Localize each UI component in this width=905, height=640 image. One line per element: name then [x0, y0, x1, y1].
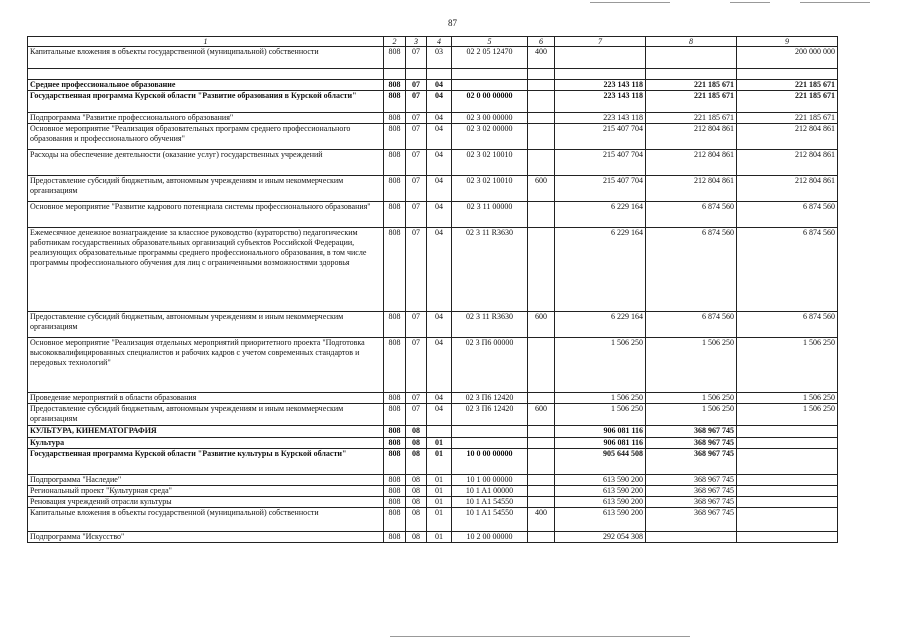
budget-table	[27, 36, 838, 543]
row-gr-cell: 808	[384, 202, 406, 228]
table-row	[28, 69, 838, 80]
row-vr-cell: 600	[528, 176, 555, 202]
header-cell: 5	[452, 37, 528, 47]
row-vr-cell	[528, 449, 555, 475]
row-pr-cell: 01	[427, 532, 452, 543]
row-amount-1-cell: 613 590 200	[555, 475, 646, 486]
table-row	[28, 438, 838, 449]
row-amount-2-cell	[646, 532, 737, 543]
row-csr-cell: 10 1 A1 54550	[452, 508, 528, 532]
row-amount-1-cell: 223 143 118	[555, 91, 646, 113]
row-rz-cell: 08	[406, 438, 427, 449]
row-vr-cell	[528, 124, 555, 150]
row-name-cell: Расходы на обеспечение деятельности (оказание услуг) государственных учреждений	[28, 150, 384, 176]
row-amount-2-cell: 368 967 745	[646, 426, 737, 438]
row-rz-cell: 07	[406, 338, 427, 393]
row-csr-cell: 02 3 02 10010	[452, 176, 528, 202]
row-amount-3-cell	[737, 475, 838, 486]
row-gr-cell: 808	[384, 486, 406, 497]
row-amount-3-cell: 212 804 861	[737, 176, 838, 202]
table-row	[28, 124, 838, 150]
row-amount-3-cell: 200 000 000	[737, 47, 838, 69]
row-vr-cell	[528, 228, 555, 312]
row-amount-1-cell	[555, 47, 646, 69]
row-vr-cell	[528, 475, 555, 486]
scan-artifact	[590, 2, 670, 3]
row-amount-2-cell: 368 967 745	[646, 497, 737, 508]
row-gr-cell: 808	[384, 228, 406, 312]
row-csr-cell	[452, 438, 528, 449]
row-rz-cell: 07	[406, 393, 427, 404]
row-amount-3-cell: 212 804 861	[737, 150, 838, 176]
row-amount-3-cell: 1 506 250	[737, 393, 838, 404]
row-amount-2-cell: 368 967 745	[646, 475, 737, 486]
row-amount-2-cell: 212 804 861	[646, 124, 737, 150]
header-cell: 7	[555, 37, 646, 47]
row-amount-1-cell: 6 229 164	[555, 312, 646, 338]
row-amount-2-cell: 368 967 745	[646, 438, 737, 449]
row-pr-cell: 04	[427, 150, 452, 176]
row-amount-3-cell	[737, 449, 838, 475]
row-pr-cell: 04	[427, 393, 452, 404]
row-amount-3-cell	[737, 508, 838, 532]
row-name-cell: Предоставление субсидий бюджетным, автономным учреждениям и иным некоммерческим организациям	[28, 312, 384, 338]
row-amount-1-cell: 215 407 704	[555, 176, 646, 202]
header-cell: 9	[737, 37, 838, 47]
row-amount-2-cell	[646, 47, 737, 69]
row-rz-cell: 07	[406, 312, 427, 338]
row-vr-cell	[528, 202, 555, 228]
row-name-cell: Региональный проект "Культурная среда"	[28, 486, 384, 497]
row-amount-2-cell: 1 506 250	[646, 338, 737, 393]
row-vr-cell	[528, 393, 555, 404]
row-name-cell: Реновация учреждений отрасли культуры	[28, 497, 384, 508]
row-amount-1-cell: 613 590 200	[555, 486, 646, 497]
row-rz-cell: 07	[406, 113, 427, 124]
row-rz-cell: 08	[406, 486, 427, 497]
row-amount-3-cell	[737, 69, 838, 80]
row-csr-cell: 10 1 A1 00000	[452, 486, 528, 497]
row-amount-3-cell	[737, 532, 838, 543]
row-amount-3-cell: 1 506 250	[737, 338, 838, 393]
row-gr-cell: 808	[384, 508, 406, 532]
row-rz-cell: 07	[406, 228, 427, 312]
table-row	[28, 47, 838, 69]
row-amount-2-cell: 6 874 560	[646, 312, 737, 338]
row-vr-cell	[528, 486, 555, 497]
row-csr-cell: 02 3 11 R3630	[452, 228, 528, 312]
row-gr-cell: 808	[384, 426, 406, 438]
row-gr-cell: 808	[384, 176, 406, 202]
row-rz-cell: 07	[406, 404, 427, 426]
row-csr-cell: 10 1 A1 54550	[452, 497, 528, 508]
row-name-cell: Культура	[28, 438, 384, 449]
header-cell: 2	[384, 37, 406, 47]
row-gr-cell: 808	[384, 80, 406, 91]
table-row	[28, 338, 838, 393]
row-gr-cell	[384, 69, 406, 80]
row-csr-cell: 02 3 02 00000	[452, 124, 528, 150]
row-rz-cell: 07	[406, 124, 427, 150]
row-pr-cell: 04	[427, 113, 452, 124]
row-rz-cell	[406, 69, 427, 80]
row-csr-cell: 02 3 11 00000	[452, 202, 528, 228]
row-rz-cell: 07	[406, 80, 427, 91]
row-csr-cell: 02 3 11 R3630	[452, 312, 528, 338]
row-gr-cell: 808	[384, 113, 406, 124]
header-cell: 4	[427, 37, 452, 47]
row-vr-cell	[528, 438, 555, 449]
table-row	[28, 393, 838, 404]
row-pr-cell: 03	[427, 47, 452, 69]
row-vr-cell	[528, 338, 555, 393]
row-amount-2-cell: 212 804 861	[646, 176, 737, 202]
row-amount-1-cell: 6 229 164	[555, 202, 646, 228]
row-vr-cell	[528, 113, 555, 124]
row-vr-cell: 600	[528, 312, 555, 338]
row-csr-cell: 02 3 02 10010	[452, 150, 528, 176]
row-name-cell: Капитальные вложения в объекты государственной (муниципальной) собственности	[28, 508, 384, 532]
row-name-cell: Государственная программа Курской области "Развитие культуры в Курской области"	[28, 449, 384, 475]
row-name-cell: Подпрограмма "Наследие"	[28, 475, 384, 486]
row-csr-cell: 10 0 00 00000	[452, 449, 528, 475]
row-name-cell: Проведение мероприятий в области образования	[28, 393, 384, 404]
table-row	[28, 532, 838, 543]
row-name-cell: Основное мероприятие "Реализация образовательных программ среднего профессионального образования и профессионального обучения"	[28, 124, 384, 150]
row-rz-cell: 07	[406, 150, 427, 176]
row-amount-3-cell	[737, 426, 838, 438]
row-amount-3-cell: 6 874 560	[737, 202, 838, 228]
scan-artifact	[800, 2, 870, 3]
row-gr-cell: 808	[384, 404, 406, 426]
table-row	[28, 91, 838, 113]
row-gr-cell: 808	[384, 150, 406, 176]
row-vr-cell: 400	[528, 508, 555, 532]
row-gr-cell: 808	[384, 338, 406, 393]
row-amount-1-cell: 613 590 200	[555, 508, 646, 532]
table-row	[28, 80, 838, 91]
row-amount-2-cell: 368 967 745	[646, 508, 737, 532]
row-pr-cell: 01	[427, 497, 452, 508]
row-amount-3-cell	[737, 497, 838, 508]
row-amount-1-cell: 223 143 118	[555, 80, 646, 91]
row-gr-cell: 808	[384, 124, 406, 150]
table-row	[28, 508, 838, 532]
row-gr-cell: 808	[384, 393, 406, 404]
row-pr-cell: 01	[427, 438, 452, 449]
row-pr-cell	[427, 426, 452, 438]
row-vr-cell	[528, 80, 555, 91]
row-name-cell: Основное мероприятие "Реализация отдельных мероприятий приоритетного проекта "Подготовка высококвалифицированных специалистов и рабочих кадров с учетом современных стандартов и передовых технологий"	[28, 338, 384, 393]
row-amount-1-cell	[555, 69, 646, 80]
header-cell: 3	[406, 37, 427, 47]
row-csr-cell: 10 2 00 00000	[452, 532, 528, 543]
row-vr-cell: 400	[528, 47, 555, 69]
table-row	[28, 497, 838, 508]
row-csr-cell: 02 0 00 00000	[452, 91, 528, 113]
header-cell: 6	[528, 37, 555, 47]
row-amount-1-cell: 292 054 308	[555, 532, 646, 543]
table-row	[28, 113, 838, 124]
row-name-cell: Подпрограмма "Развитие профессионального образования"	[28, 113, 384, 124]
row-csr-cell	[452, 80, 528, 91]
row-rz-cell: 07	[406, 176, 427, 202]
row-amount-1-cell: 215 407 704	[555, 124, 646, 150]
row-name-cell: Среднее профессиональное образование	[28, 80, 384, 91]
row-name-cell: Подпрограмма "Искусство"	[28, 532, 384, 543]
row-pr-cell: 04	[427, 202, 452, 228]
row-pr-cell: 04	[427, 80, 452, 91]
row-gr-cell: 808	[384, 438, 406, 449]
scan-artifact	[390, 636, 690, 637]
row-amount-1-cell: 1 506 250	[555, 338, 646, 393]
row-amount-2-cell	[646, 69, 737, 80]
row-amount-3-cell: 6 874 560	[737, 228, 838, 312]
header-cell: 1	[28, 37, 384, 47]
table-row	[28, 475, 838, 486]
row-gr-cell: 808	[384, 47, 406, 69]
row-amount-3-cell: 221 185 671	[737, 80, 838, 91]
row-amount-2-cell: 212 804 861	[646, 150, 737, 176]
table-row	[28, 449, 838, 475]
row-csr-cell: 02 3 П6 00000	[452, 338, 528, 393]
row-amount-3-cell: 212 804 861	[737, 124, 838, 150]
row-pr-cell: 04	[427, 176, 452, 202]
table-row	[28, 312, 838, 338]
row-pr-cell: 04	[427, 228, 452, 312]
row-amount-3-cell: 6 874 560	[737, 312, 838, 338]
row-csr-cell: 02 3 00 00000	[452, 113, 528, 124]
row-amount-1-cell: 6 229 164	[555, 228, 646, 312]
row-vr-cell	[528, 426, 555, 438]
row-csr-cell: 02 3 П6 12420	[452, 393, 528, 404]
row-rz-cell: 08	[406, 508, 427, 532]
row-name-cell: Ежемесячное денежное вознаграждение за классное руководство (кураторство) педагогическим работникам государственных образовательных организаций субъектов Российской Федерации, реализующих образовательные программы среднего профессионального образования, в том числе программы профессионального обучения для лиц с ограниченными возможностями здоровья	[28, 228, 384, 312]
row-amount-2-cell: 1 506 250	[646, 393, 737, 404]
row-amount-1-cell: 223 143 118	[555, 113, 646, 124]
row-amount-3-cell	[737, 438, 838, 449]
row-amount-1-cell: 905 644 508	[555, 449, 646, 475]
row-gr-cell: 808	[384, 475, 406, 486]
row-amount-2-cell: 6 874 560	[646, 202, 737, 228]
row-pr-cell: 01	[427, 486, 452, 497]
row-amount-2-cell: 221 185 671	[646, 91, 737, 113]
row-vr-cell	[528, 91, 555, 113]
row-amount-2-cell: 6 874 560	[646, 228, 737, 312]
row-amount-2-cell: 368 967 745	[646, 486, 737, 497]
row-amount-2-cell: 221 185 671	[646, 80, 737, 91]
row-csr-cell: 02 2 05 12470	[452, 47, 528, 69]
row-pr-cell: 04	[427, 91, 452, 113]
row-rz-cell: 08	[406, 497, 427, 508]
row-csr-cell: 10 1 00 00000	[452, 475, 528, 486]
row-csr-cell	[452, 426, 528, 438]
row-amount-2-cell: 221 185 671	[646, 113, 737, 124]
row-rz-cell: 08	[406, 532, 427, 543]
page-number: 87	[448, 18, 457, 28]
row-vr-cell	[528, 532, 555, 543]
table-row	[28, 426, 838, 438]
row-rz-cell: 07	[406, 202, 427, 228]
table-row	[28, 404, 838, 426]
table-body	[28, 47, 838, 543]
row-gr-cell: 808	[384, 532, 406, 543]
row-rz-cell: 07	[406, 47, 427, 69]
row-vr-cell	[528, 150, 555, 176]
row-amount-1-cell: 613 590 200	[555, 497, 646, 508]
table-row	[28, 486, 838, 497]
row-name-cell: Государственная программа Курской области "Развитие образования в Курской области"	[28, 91, 384, 113]
row-pr-cell: 01	[427, 508, 452, 532]
row-amount-1-cell: 215 407 704	[555, 150, 646, 176]
row-name-cell: Предоставление субсидий бюджетным, автономным учреждениям и иным некоммерческим организациям	[28, 176, 384, 202]
row-amount-3-cell	[737, 486, 838, 497]
scan-artifact	[730, 2, 770, 3]
row-amount-3-cell: 221 185 671	[737, 91, 838, 113]
row-csr-cell: 02 3 П6 12420	[452, 404, 528, 426]
row-rz-cell: 08	[406, 426, 427, 438]
row-amount-1-cell: 906 081 116	[555, 426, 646, 438]
row-amount-1-cell: 906 081 116	[555, 438, 646, 449]
row-gr-cell: 808	[384, 497, 406, 508]
row-pr-cell: 04	[427, 338, 452, 393]
row-pr-cell	[427, 69, 452, 80]
row-pr-cell: 01	[427, 475, 452, 486]
row-gr-cell: 808	[384, 312, 406, 338]
row-rz-cell: 08	[406, 449, 427, 475]
table-row	[28, 150, 838, 176]
row-amount-3-cell: 221 185 671	[737, 113, 838, 124]
table-row	[28, 176, 838, 202]
row-pr-cell: 04	[427, 124, 452, 150]
row-vr-cell	[528, 497, 555, 508]
row-csr-cell	[452, 69, 528, 80]
row-amount-1-cell: 1 506 250	[555, 404, 646, 426]
row-vr-cell: 600	[528, 404, 555, 426]
row-gr-cell: 808	[384, 91, 406, 113]
row-name-cell	[28, 69, 384, 80]
header-cell: 8	[646, 37, 737, 47]
table-row	[28, 202, 838, 228]
row-amount-1-cell: 1 506 250	[555, 393, 646, 404]
row-amount-3-cell: 1 506 250	[737, 404, 838, 426]
row-pr-cell: 01	[427, 449, 452, 475]
header-row	[28, 37, 838, 47]
row-rz-cell: 07	[406, 91, 427, 113]
table-row	[28, 228, 838, 312]
row-rz-cell: 08	[406, 475, 427, 486]
row-pr-cell: 04	[427, 312, 452, 338]
row-name-cell: Основное мероприятие "Развитие кадрового потенциала системы профессионального образования"	[28, 202, 384, 228]
row-gr-cell: 808	[384, 449, 406, 475]
row-name-cell: КУЛЬТУРА, КИНЕМАТОГРАФИЯ	[28, 426, 384, 438]
row-name-cell: Предоставление субсидий бюджетным, автономным учреждениям и иным некоммерческим организациям	[28, 404, 384, 426]
row-name-cell: Капитальные вложения в объекты государственной (муниципальной) собственности	[28, 47, 384, 69]
row-amount-2-cell: 1 506 250	[646, 404, 737, 426]
row-amount-2-cell: 368 967 745	[646, 449, 737, 475]
row-vr-cell	[528, 69, 555, 80]
row-pr-cell: 04	[427, 404, 452, 426]
